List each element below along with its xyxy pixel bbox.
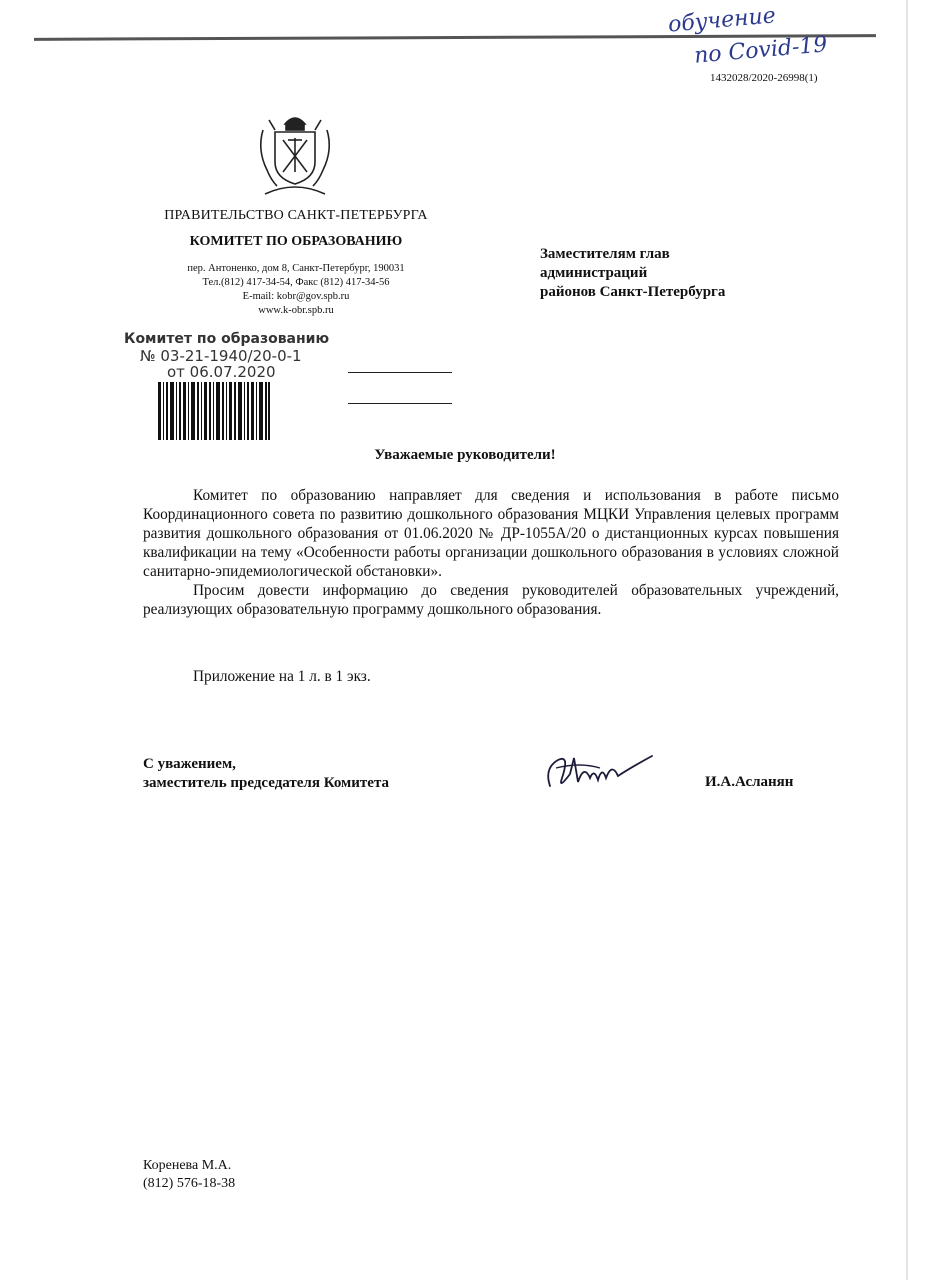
blank-line-2 xyxy=(348,403,452,404)
signature-icon xyxy=(540,738,660,798)
stamp-date: от 06.07.2020 xyxy=(167,363,276,381)
coat-of-arms-icon xyxy=(255,110,335,198)
recipient-line1: Заместителям глав xyxy=(540,246,670,262)
signer-name: И.А.Асланян xyxy=(705,774,794,790)
phone-fax: Тел.(812) 417-34-54, Факс (812) 417-34-56 xyxy=(202,277,390,288)
stamp-number: № 03-21-1940/20-0-1 xyxy=(140,347,302,365)
government-title: ПРАВИТЕЛЬСТВО САНКТ-ПЕТЕРБУРГА xyxy=(164,208,428,223)
blank-line-1 xyxy=(348,372,452,373)
body-paragraph-1: Комитет по образованию направляет для сведения и использования в работе письмо Координационного совета по развитию дошкольного образования МЦКИ Управления целевых программ развития дошкольного образования от 01.06.2020 № ДР-1055А/20 о дистанционных курсах повышения квалификации на тему «Особенности работы организации дошкольного образования в условиях сложной санитарно-эпидемиологической обстановки». xyxy=(143,487,839,580)
executor-name: Коренева М.А. xyxy=(143,1158,232,1173)
closing-block xyxy=(143,755,389,793)
stamp-org: Комитет по образованию xyxy=(124,331,330,347)
closing-line2: заместитель председателя Комитета xyxy=(143,775,389,791)
website: www.k-obr.spb.ru xyxy=(258,305,334,316)
address: пер. Антоненко, дом 8, Санкт-Петербург, 190031 xyxy=(187,263,405,274)
page-edge xyxy=(906,0,908,1280)
attachment-note: Приложение на 1 л. в 1 экз. xyxy=(193,668,371,685)
closing-line1: С уважением, xyxy=(143,756,236,772)
recipient-block xyxy=(540,245,725,302)
registration-number: 1432028/2020-26998(1) xyxy=(710,72,818,84)
executor-block xyxy=(143,1157,235,1193)
committee-title: КОМИТЕТ ПО ОБРАЗОВАНИЮ xyxy=(189,234,403,249)
handwritten-note-line1: обучение xyxy=(667,3,777,38)
letter-body xyxy=(143,486,839,619)
recipient-line2: администраций xyxy=(540,265,648,281)
handwritten-note-line2: по Covid-19 xyxy=(693,32,829,69)
greeting: Уважаемые руководители! xyxy=(374,447,556,463)
email: E-mail: kobr@gov.spb.ru xyxy=(242,291,350,302)
recipient-line3: районов Санкт-Петербурга xyxy=(540,284,726,300)
body-paragraph-2: Просим довести информацию до сведения руководителей образовательных учреждений, реализующих образовательную программу дошкольного образования. xyxy=(143,582,839,618)
barcode-icon xyxy=(158,382,270,440)
executor-phone: (812) 576-18-38 xyxy=(143,1176,236,1191)
